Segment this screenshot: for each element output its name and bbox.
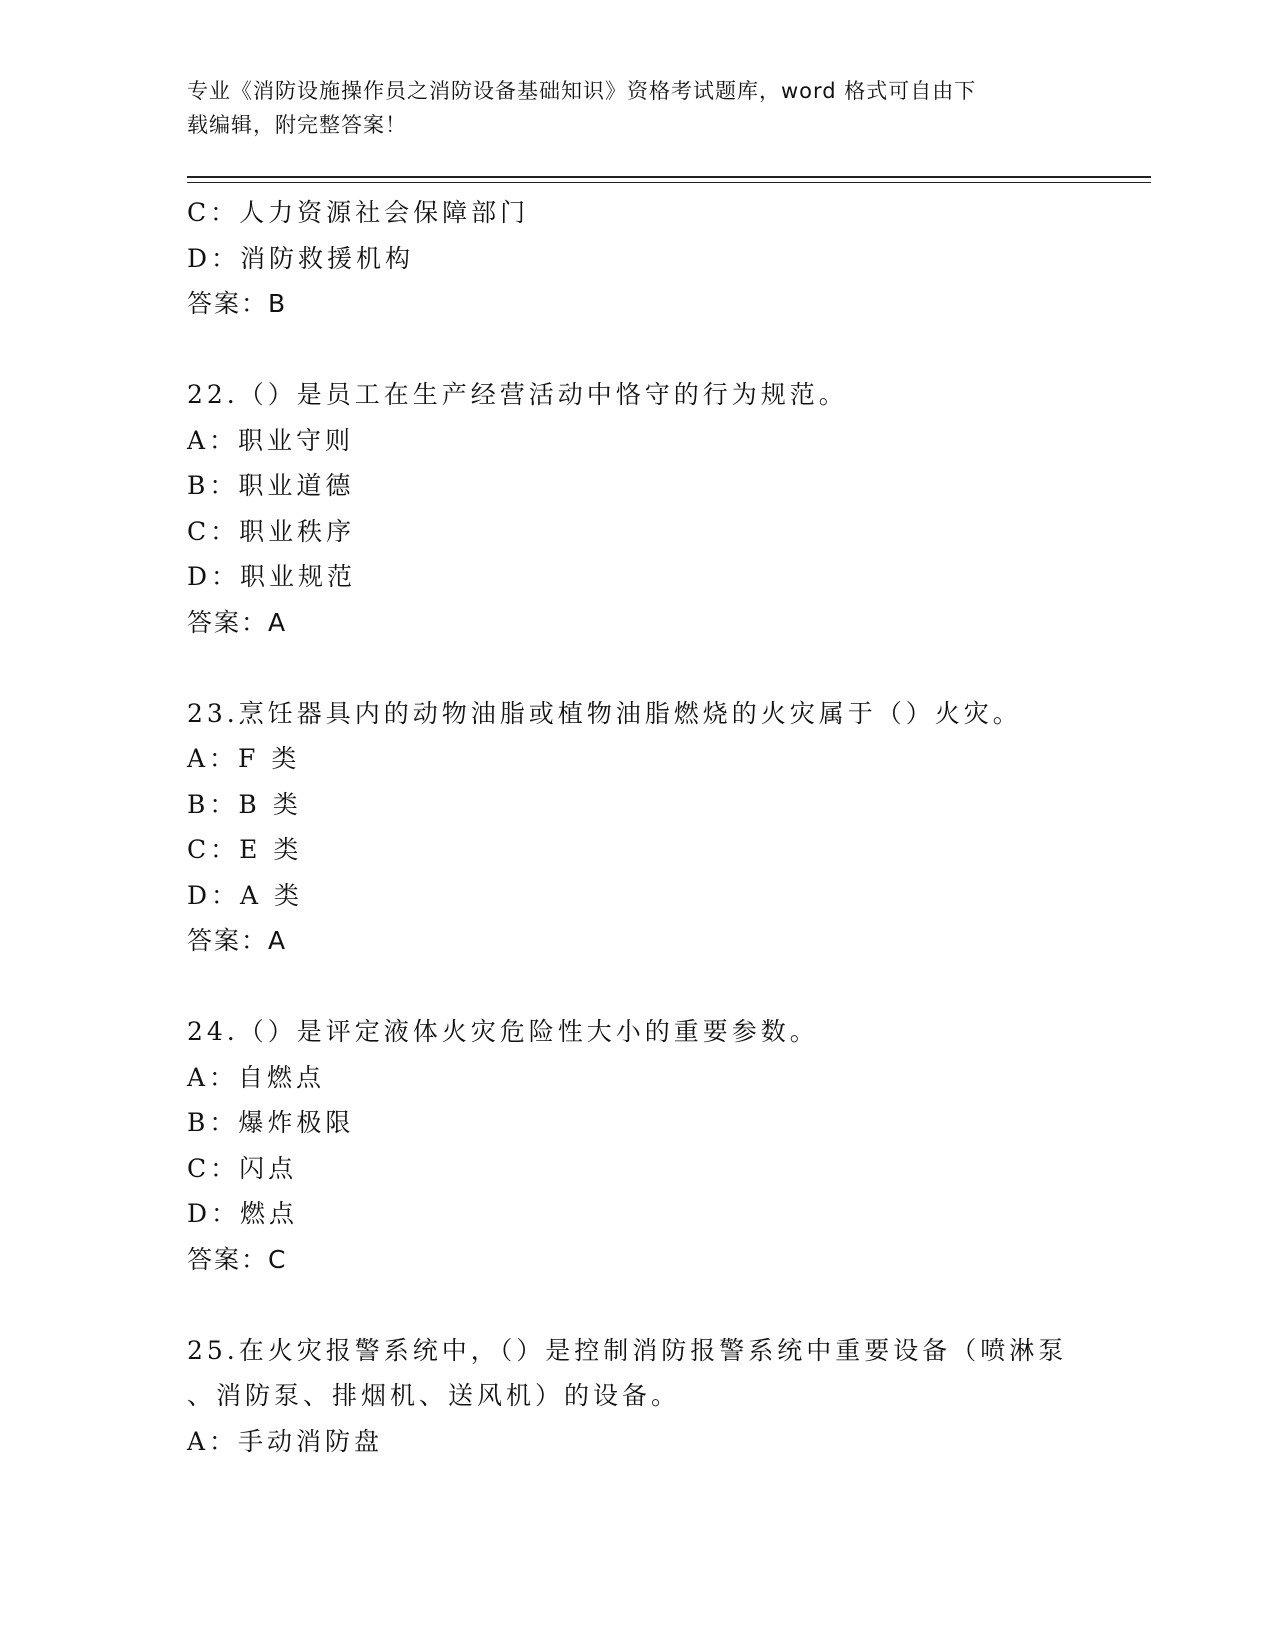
question-stem-line-1: 25.在火灾报警系统中，（）是控制消防报警系统中重要设备（喷淋泵: [187, 1335, 1068, 1365]
option-b: B：职业道德: [187, 471, 355, 500]
header-intro-line-2: 载编辑，附完整答案！: [187, 113, 407, 137]
header-divider-thick: [187, 176, 1151, 178]
option-b: B：B 类: [187, 789, 302, 819]
question-stem: 23.烹饪器具内的动物油脂或植物油脂燃烧的火灾属于（）火灾。: [187, 698, 1022, 728]
option-a: A：职业守则: [187, 425, 355, 455]
answer-label: 答案：A: [187, 607, 288, 637]
option-c: C：E 类: [187, 835, 303, 864]
option-c: C：闪点: [187, 1153, 298, 1183]
answer-label: 答案：B: [187, 289, 288, 318]
question-22: [187, 372, 1087, 645]
question-stem: 22.（）是员工在生产经营活动中恪守的行为规范。: [187, 380, 848, 409]
option-a: A：手动消防盘: [187, 1426, 384, 1456]
answer-label: 答案：A: [187, 926, 288, 955]
option-c: C：职业秩序: [187, 516, 356, 546]
spacer: [187, 964, 1087, 1010]
option-a: A：自燃点: [187, 1062, 326, 1092]
option-d: D：燃点: [187, 1199, 299, 1228]
document-header: [187, 74, 1067, 142]
question-23: [187, 691, 1087, 964]
spacer: [187, 1282, 1087, 1328]
header-divider-thin: [187, 182, 1151, 183]
question-21-continued: [187, 190, 1087, 327]
question-stem: 24.（）是评定液体火灾危险性大小的重要参数。: [187, 1017, 819, 1046]
answer-label: 答案：C: [187, 1244, 288, 1274]
option-d: D：消防救援机构: [187, 243, 415, 273]
question-25: [187, 1328, 1087, 1465]
spacer: [187, 327, 1087, 373]
option-d: D：职业规范: [187, 562, 357, 591]
option-d: D：A 类: [187, 880, 304, 910]
option-b: B：爆炸极限: [187, 1108, 355, 1137]
header-intro-line-1: 专业《消防设施操作员之消防设备基础知识》资格考试题库，word 格式可自由下: [187, 79, 977, 103]
option-a: A：F 类: [187, 744, 301, 773]
spacer: [187, 645, 1087, 691]
question-stem-line-2: 、消防泵、排烟机、送风机）的设备。: [187, 1381, 681, 1410]
question-list: [187, 190, 1087, 1464]
option-c: C：人力资源社会保障部门: [187, 198, 530, 227]
question-24: [187, 1009, 1087, 1282]
